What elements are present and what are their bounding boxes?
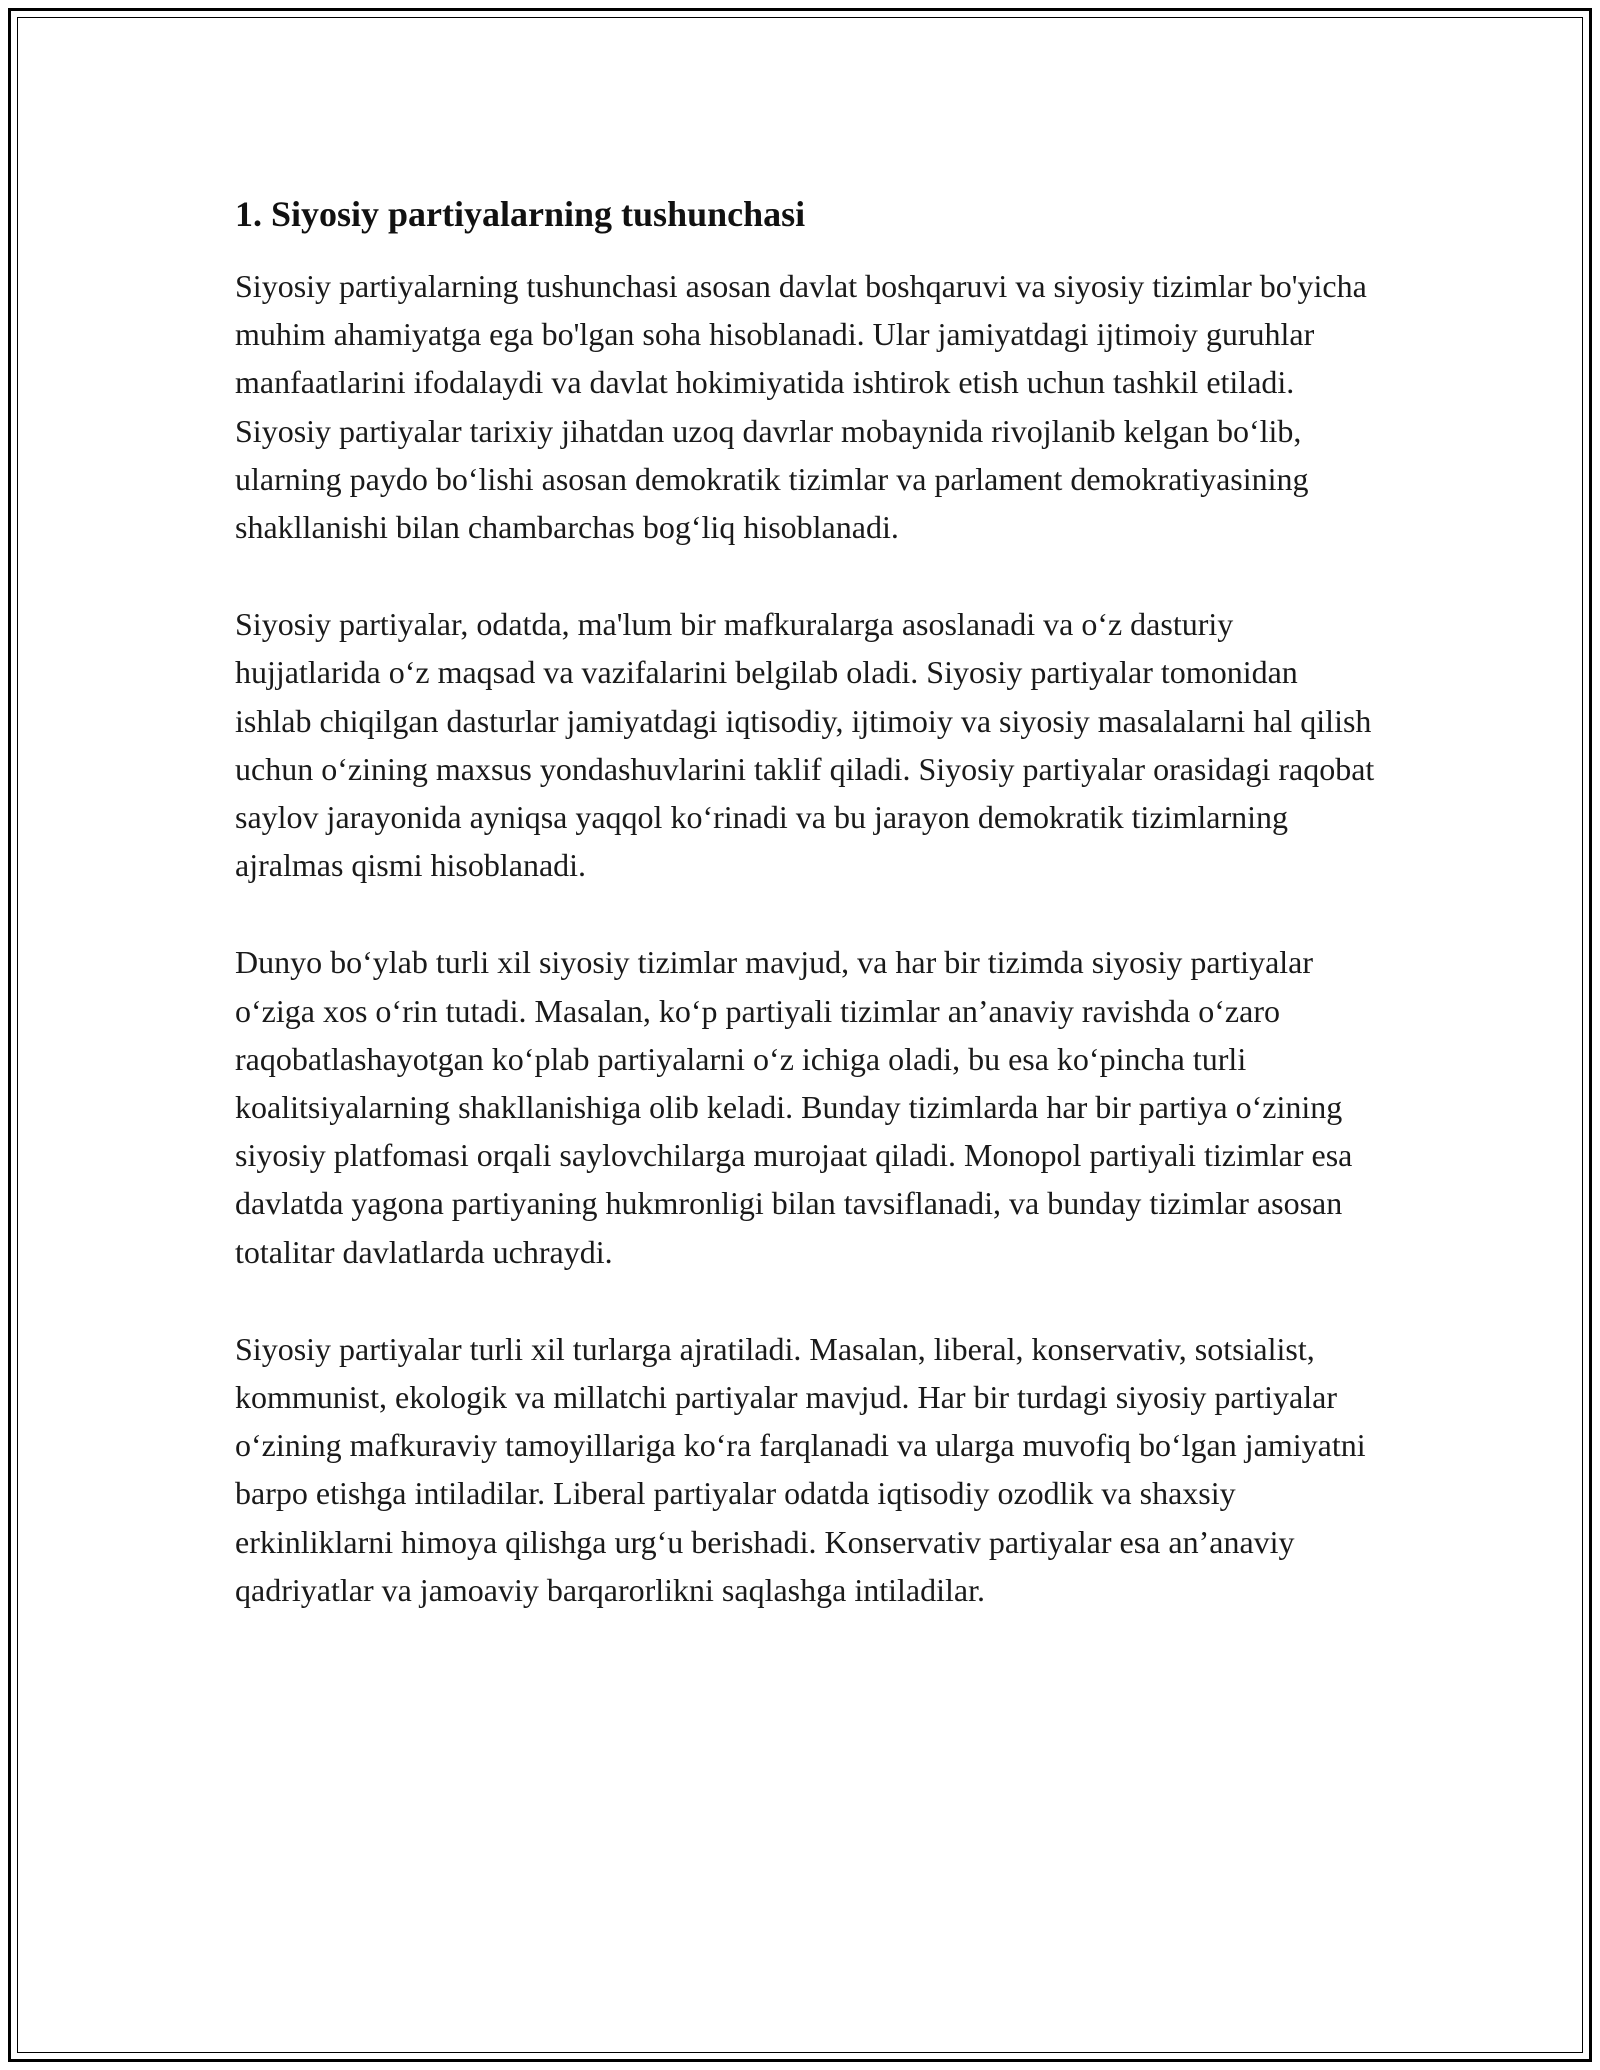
document-body <box>235 190 1375 1663</box>
paragraph-3: Dunyo bo‘ylab turli xil siyosiy tizimlar mavjud, va har bir tizimda siyosiy partiyalar o‘ziga xos o‘rin tutadi. Masalan, ko‘p partiyali tizimlar an’anaviy ravishda o‘zaro raqobatlashayotgan ko‘plab partiyalarni o‘z ichiga oladi, bu esa ko‘pincha turli koalitsiyalarning shakllanishiga olib keladi. Bunday tizimlarda har bir partiya o‘zining siyosiy platfomasi orqali saylovchilarga murojaat qiladi. Monopol partiyali tizimlar esa davlatda yagona partiyaning hukmronligi bilan tavsiflanadi, va bunday tizimlar asosan totalitar davlatlarda uchraydi. <box>235 944 1353 1270</box>
section-heading: 1. Siyosiy partiyalarning tushunchasi <box>235 194 806 234</box>
paragraph-2: Siyosiy partiyalar, odatda, ma'lum bir mafkuralarga asoslanadi va o‘z dasturiy hujjatlarida o‘z maqsad va vazifalarini belgilab oladi. Siyosiy partiyalar tomonidan ishlab chiqilgan dasturlar jamiyatdagi iqtisodiy, ijtimoiy va siyosiy masalalarni hal qilish uchun o‘zining maxsus yondashuvlarini taklif qiladi. Siyosiy partiyalar orasidagi raqobat saylov jarayonida ayniqsa yaqqol ko‘rinadi va bu jarayon demokratik tizimlarning ajralmas qismi hisoblanadi. <box>235 606 1375 884</box>
paragraph-1: Siyosiy partiyalarning tushunchasi asosan davlat boshqaruvi va siyosiy tizimlar bo'yicha muhim ahamiyatga ega bo'lgan soha hisoblanadi. Ular jamiyatdagi ijtimoiy guruhlar manfaatlarini ifodalaydi va davlat hokimiyatida ishtirok etish uchun tashkil etiladi. Siyosiy partiyalar tarixiy jihatdan uzoq davrlar mobaynida rivojlanib kelgan bo‘lib, ularning paydo bo‘lishi asosan demokratik tizimlar va parlament demokratiyasining shakllanishi bilan chambarchas bog‘liq hisoblanadi. <box>235 268 1367 546</box>
paragraph-4: Siyosiy partiyalar turli xil turlarga ajratiladi. Masalan, liberal, konservativ, sotsialist, kommunist, ekologik va millatchi partiyalar mavjud. Har bir turdagi siyosiy partiyalar o‘zining mafkuraviy tamoyillariga ko‘ra farqlanadi va ularga muvofiq bo‘lgan jamiyatni barpo etishga intiladilar. Liberal partiyalar odatda iqtisodiy ozodlik va shaxsiy erkinliklarni himoya qilishga urg‘u berishadi. Konservativ partiyalar esa an’anaviy qadriyatlar va jamoaviy barqarorlikni saqlashga intiladilar. <box>235 1330 1366 1608</box>
